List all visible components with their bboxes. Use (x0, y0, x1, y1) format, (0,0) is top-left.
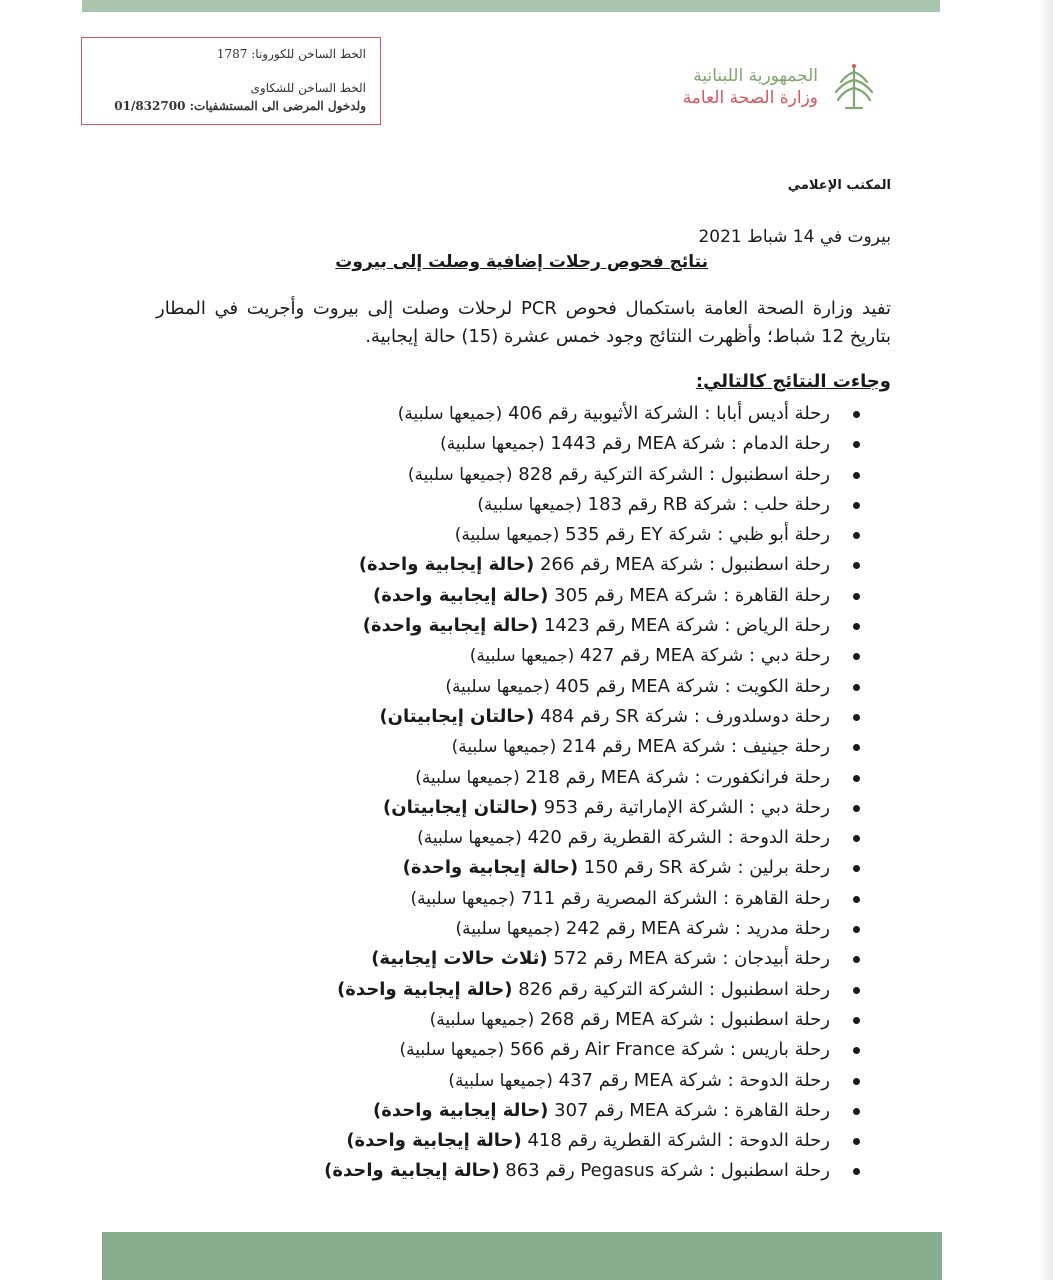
bullet-icon (853, 653, 860, 660)
flight-result-negative: (جميعها سلبية) (407, 464, 513, 485)
bullet-icon (853, 744, 860, 751)
flight-result-negative: (جميعها سلبية) (455, 919, 561, 940)
flight-item (324, 975, 860, 1005)
flight-route: رحلة اسطنبول : شركة MEA رقم 268 (539, 1008, 830, 1030)
flight-route: رحلة دبي : شركة MEA رقم 427 (580, 645, 830, 667)
flight-route: رحلة الدمام : شركة MEA رقم 1443 (550, 433, 830, 455)
flight-item (324, 429, 860, 459)
flight-results-list (324, 399, 860, 1187)
flight-item (324, 702, 860, 732)
bullet-icon (853, 865, 860, 872)
republic-name: الجمهورية اللبنانية (693, 66, 818, 86)
bullet-icon (853, 1017, 860, 1024)
flight-result-negative: (جميعها سلبية) (445, 676, 550, 697)
flight-item (324, 1156, 860, 1186)
bullet-icon (853, 1108, 860, 1115)
bullet-icon (853, 775, 860, 782)
flight-item (324, 581, 860, 611)
flight-result-positive: (حالة إيجابية واحدة) (372, 584, 549, 606)
flight-item (324, 460, 860, 490)
bullet-icon (853, 1078, 860, 1085)
flight-route: رحلة الدوحة : الشركة القطرية رقم 420 (527, 827, 830, 849)
flight-route: رحلة اسطنبول : الشركة التركية رقم 826 (518, 978, 830, 1000)
ministry-name: وزارة الصحة العامة (682, 88, 818, 108)
bullet-icon (853, 502, 860, 509)
bullet-icon (853, 1138, 860, 1145)
bullet-icon (853, 835, 860, 842)
flight-item (324, 763, 860, 793)
flight-item (324, 823, 860, 853)
results-heading: وجاءت النتائج كالتالي: (695, 371, 891, 392)
flight-item (324, 611, 860, 641)
flight-result-negative: (جميعها سلبية) (397, 404, 503, 424)
flight-result-negative: (جميعها سلبية) (448, 1070, 553, 1091)
flight-result-negative: (جميعها سلبية) (415, 767, 520, 788)
flight-item (324, 1005, 860, 1035)
flight-result-negative: (جميعها سلبية) (469, 646, 575, 667)
flight-route: رحلة جينيف : شركة MEA رقم 214 (562, 736, 830, 758)
document-headline: نتائج فحوص رحلات إضافية وصلت إلى بيروت (335, 252, 708, 272)
hotline-box (81, 37, 381, 125)
flight-item (324, 914, 860, 944)
flight-result-negative: (جميعها سلبية) (440, 434, 545, 455)
flight-route: رحلة فرانكفورت : شركة MEA رقم 218 (525, 766, 830, 788)
bullet-icon (853, 411, 860, 418)
flight-route: رحلة دوسلدورف : شركة SR رقم 484 (540, 705, 830, 727)
admission-hotline: ولدخول المرضى الى المستشفيات: 01/832700 (114, 99, 366, 113)
flight-item (324, 1066, 860, 1096)
flight-result-positive: (حالتان إيجابيتان) (382, 796, 538, 818)
flight-result-negative: (جميعها سلبية) (417, 828, 522, 849)
flight-route: رحلة القاهرة : شركة MEA رقم 307 (554, 1099, 830, 1121)
flight-result-positive: (حالة إيجابية واحدة) (372, 1099, 549, 1121)
flight-result-positive: (حالة إيجابية واحدة) (324, 1160, 500, 1182)
flight-route: رحلة اسطنبول : شركة MEA رقم 266 (539, 554, 830, 576)
flight-item (324, 1126, 860, 1156)
page-edge-shadow (1039, 0, 1053, 1280)
flight-item (324, 672, 860, 702)
flight-route: رحلة مدريد : شركة MEA رقم 242 (565, 918, 830, 940)
flight-item (324, 641, 860, 671)
flight-route: رحلة الدوحة : الشركة القطرية رقم 418 (527, 1130, 830, 1152)
flight-item (324, 490, 860, 520)
flight-route: رحلة اسطنبول : شركة Pegasus رقم 863 (505, 1160, 830, 1182)
flight-route: رحلة القاهرة : شركة MEA رقم 305 (554, 584, 830, 606)
flight-item (324, 550, 860, 580)
flight-result-positive: (حالة إيجابية واحدة) (346, 1130, 522, 1152)
flight-route: رحلة دبي : الشركة الإماراتية رقم 953 (543, 796, 830, 818)
bullet-icon (853, 956, 860, 963)
flight-route: رحلة أبيدجان : شركة MEA رقم 572 (553, 948, 830, 970)
flight-result-negative: (جميعها سلبية) (429, 1009, 535, 1030)
flight-result-positive: (حالة إيجابية واحدة) (402, 857, 579, 879)
flight-result-positive: (حالة إيجابية واحدة) (362, 615, 539, 637)
top-color-band (82, 0, 940, 12)
bullet-icon (853, 623, 860, 630)
complaints-hotline: الخط الساخن للشكاوى (250, 81, 366, 95)
bottom-color-band (102, 1232, 942, 1280)
bullet-icon (853, 684, 860, 691)
flight-route: رحلة اسطنبول : الشركة التركية رقم 828 (518, 463, 830, 485)
flight-route: رحلة أديس أبابا : الشركة الأثيوبية رقم 406 (508, 403, 830, 424)
cedar-emblem-icon (832, 62, 876, 112)
flight-result-negative: (جميعها سلبية) (454, 525, 560, 546)
bullet-icon (853, 472, 860, 479)
flight-route: رحلة الكويت : شركة MEA رقم 405 (555, 675, 830, 697)
bullet-icon (853, 593, 860, 600)
bullet-icon (853, 1047, 860, 1054)
intro-paragraph: تفيد وزارة الصحة العامة باستكمال فحوص PCR لرحلات وصلت إلى بيروت وأجريت في المطار بتاريخ 12 شباط؛ وأظهرت النتائج وجود خمس عشرة (15) حالة إيجابية. (156, 298, 891, 347)
corona-hotline: الخط الساخن للكورونا: 1787 (216, 47, 366, 61)
flight-route: رحلة الدوحة : شركة MEA رقم 437 (558, 1069, 830, 1091)
bullet-icon (853, 805, 860, 812)
bullet-icon (853, 532, 860, 539)
flight-item (324, 399, 860, 429)
flight-route: رحلة حلب : شركة RB رقم 183 (587, 493, 830, 515)
flight-result-negative: (جميعها سلبية) (410, 888, 516, 909)
flight-result-positive: (ثلاث حالات إيجابية) (371, 948, 548, 970)
flight-item (324, 853, 860, 883)
flight-item (324, 1035, 860, 1065)
flight-result-positive: (حالتان إيجابيتان) (379, 705, 535, 727)
flight-result-positive: (حالة إيجابية واحدة) (337, 978, 513, 1000)
flight-result-negative: (جميعها سلبية) (477, 494, 582, 515)
bullet-icon (853, 987, 860, 994)
flight-result-negative: (جميعها سلبية) (399, 1040, 505, 1061)
flight-result-positive: (حالة إيجابية واحدة) (358, 554, 535, 576)
bullet-icon (853, 926, 860, 933)
ministry-logo (640, 58, 880, 118)
flight-route: رحلة باريس : شركة Air France رقم 566 (509, 1039, 830, 1061)
bullet-icon (853, 441, 860, 448)
bullet-icon (853, 714, 860, 721)
flight-route: رحلة برلين : شركة SR رقم 150 (583, 857, 830, 879)
flight-item (324, 1096, 860, 1126)
document-date: بيروت في 14 شباط 2021 (698, 227, 891, 247)
flight-route: رحلة القاهرة : الشركة المصرية رقم 711 (520, 887, 830, 909)
flight-route: رحلة أبو ظبي : شركة EY رقم 535 (565, 524, 830, 546)
flight-item (324, 732, 860, 762)
bullet-icon (853, 1168, 860, 1175)
flight-route: رحلة الرياض : شركة MEA رقم 1423 (543, 615, 830, 637)
press-office-label: المكتب الإعلامي (787, 178, 891, 193)
flight-result-negative: (جميعها سلبية) (451, 737, 557, 758)
flight-item (324, 884, 860, 914)
flight-item (324, 793, 860, 823)
bullet-icon (853, 562, 860, 569)
bullet-icon (853, 896, 860, 903)
flight-item (324, 520, 860, 550)
flight-item (324, 944, 860, 974)
